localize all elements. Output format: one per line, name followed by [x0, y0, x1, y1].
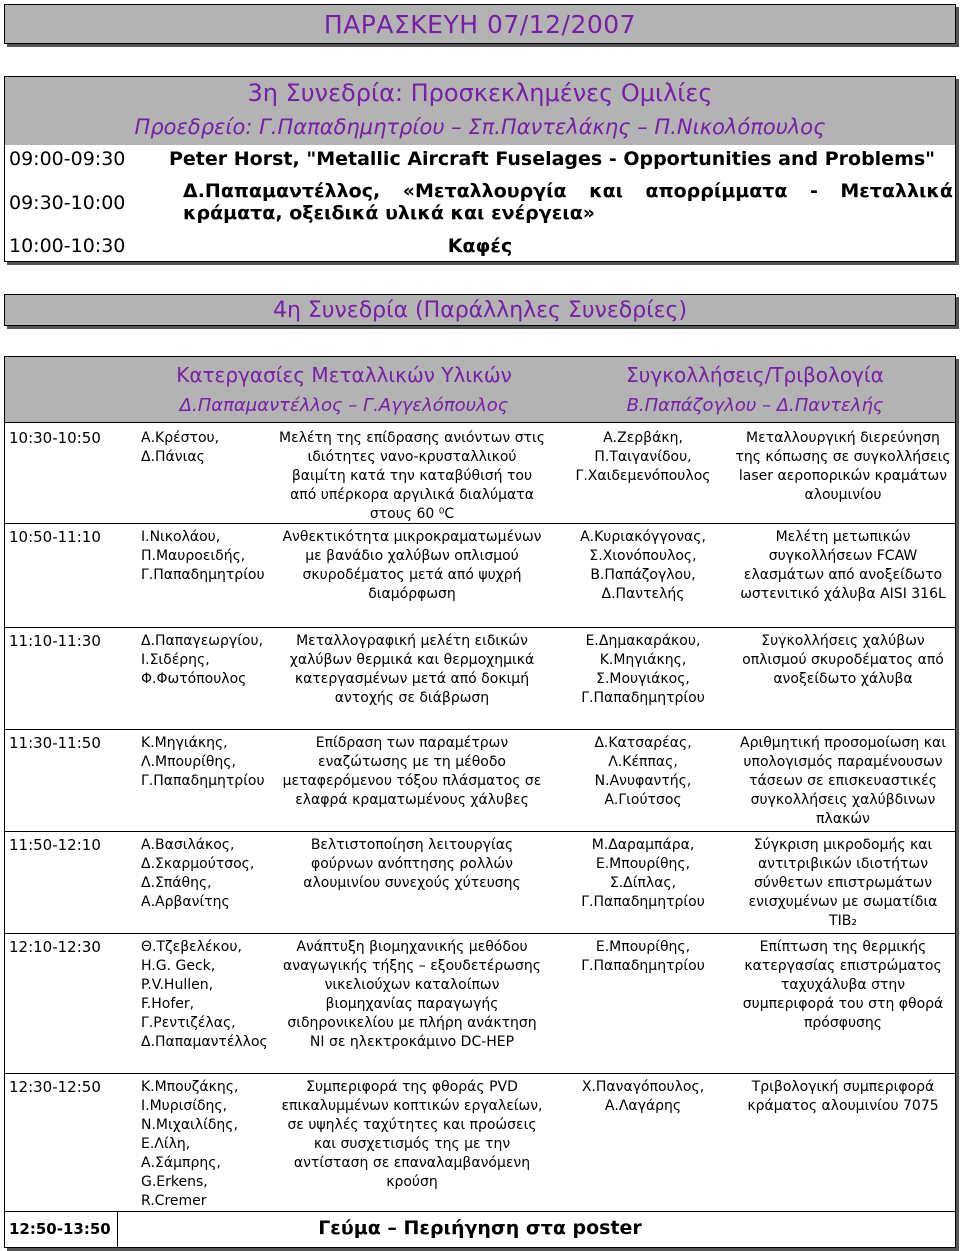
authors-b: Δ.Κατσαρέας, Λ.Κέππας, Ν.Ανυφαντής, Α.Γιούτσος — [594, 735, 692, 808]
paper-title-b: Αριθμητική προσομοίωση και υπολογισμός παραμένουσων τάσεων σε επισκευαστικές συγκολλήσεις χαλύβδινων πλακών — [740, 735, 946, 827]
authors-b: Α.Ζερβάκη, Π.Ταιγανίδου, Γ.Χαιδεμενόπουλος — [575, 430, 711, 484]
session3-header — [5, 77, 955, 145]
paper-title-a: Ανάπτυξη βιομηχανικής μεθόδου αναγωγικής τήξης – εξουδετέρωσης νικελιούχων καταλοίπων βιομηχανίας παραγωγής σιδηρονικελίου με πλήρη ανάκτηση NI σε ηλεκτροκάμινο DC-HEP — [283, 939, 541, 1050]
session3-title: 3η Συνεδρία: Προσκεκλημένες Ομιλίες — [247, 79, 713, 107]
authors-b: Χ.Παναγόπουλος, Α.Λαγάρης — [581, 1079, 705, 1114]
session4-title-bar — [4, 294, 956, 326]
authors-a: Κ.Μηγιάκης, Λ.Μπουρίθης, Γ.Παπαδημητρίου — [141, 735, 265, 789]
table-row — [5, 627, 955, 729]
paper-title-b: Συγκολλήσεις χαλύβων οπλισμού σκυροδέματος από ανοξείδωτο χάλυβα — [742, 633, 944, 687]
time-slot: 11:30-11:50 — [9, 734, 101, 752]
authors-a: Α.Κρέστου, Δ.Πάνιας — [141, 430, 220, 465]
paper-title-b: Σύγκριση μικροδομής και αντιτριβικών ιδιοτήτων σύνθετων επιστρωμάτων ενισχυμένων με σωματίδια TIB₂ — [748, 837, 938, 929]
authors-a: Ι.Νικολάου, Π.Μαυροειδής, Γ.Παπαδημητρίου — [141, 529, 265, 583]
talk-title: Δ.Παπαμαντέλλος, «Μεταλλουργία και απορρίμματα - Μεταλλικά κράματα, οξειδικά υλικά και ενέργεια» — [183, 180, 953, 224]
table-row — [5, 425, 955, 523]
table-header — [5, 357, 955, 423]
table-row — [5, 523, 955, 627]
talk-title: Peter Horst, "Metallic Aircraft Fuselages - Opportunities and Problems" — [169, 148, 936, 170]
authors-a: Θ.Τζεβελέκου, H.G. Geck, P.V.Hullen, F.Hofer, Γ.Ρεντιζέλας, Δ.Παπαμαντέλλος — [141, 939, 268, 1050]
time-slot: 12:30-12:50 — [9, 1078, 101, 1096]
paper-title-a: Βελτιστοποίηση λειτουργίας φούρνων ανόπτησης ρολλών αλουμινίου συνεχούς χύτευσης — [303, 837, 521, 891]
time-slot: 11:50-12:10 — [9, 836, 101, 854]
time-slot: 09:30-10:00 — [9, 192, 126, 214]
session4-title: 4η Συνεδρία (Παράλληλες Συνεδρίες) — [272, 297, 688, 323]
table-row — [5, 831, 955, 933]
track-b-chairs: Β.Παπάζογλου – Δ.Παντελής — [626, 395, 884, 416]
lunch-row — [5, 1211, 955, 1247]
table-row — [5, 1073, 955, 1211]
track-b-header — [585, 363, 925, 416]
track-a-header — [139, 363, 549, 416]
authors-a: Α.Βασιλάκος, Δ.Σκαρμούτσος, Δ.Σπάθης, Α.Αρβανίτης — [141, 837, 255, 910]
paper-title-b: Τριβολογική συμπεριφορά κράματος αλουμινίου 7075 — [747, 1079, 939, 1114]
session3-box — [4, 76, 956, 262]
parallel-sessions-table — [4, 356, 956, 1248]
track-b-title: Συγκολλήσεις/Τριβολογία — [626, 363, 884, 387]
authors-a: Κ.Μπουζάκης, Ι.Μυρισίδης, Ν.Μιχαιλίδης, Ε.Λίλη, Α.Σάμπρης, G.Erkens, R.Cremer — [141, 1079, 239, 1209]
day-title: ΠΑΡΑΣΚΕΥΗ 07/12/2007 — [323, 9, 637, 39]
paper-title-a: Ανθεκτικότητα μικροκραματωμένων με βανάδιο χαλύβων οπλισμού σκυροδέματος μετά από ψυχρή διαμόρφωση — [282, 529, 542, 602]
authors-b: Μ.Δαραμπάρα, Ε.Μπουρίθης, Σ.Δίπλας, Γ.Παπαδημητρίου — [581, 837, 705, 910]
session3-row — [5, 180, 955, 226]
time-slot: 10:30-10:50 — [9, 429, 101, 447]
authors-b: Ε.Δημακαράκου, Κ.Μηγιάκης, Σ.Μουγιάκος, Γ.Παπαδημητρίου — [581, 633, 705, 706]
time-slot: 12:10-12:30 — [9, 938, 101, 956]
day-title-bar — [4, 4, 956, 44]
authors-b: Α.Κυριακόγγονας, Σ.Χιονόπουλος, Β.Παπάζογλου, Δ.Παντελής — [580, 529, 706, 602]
time-slot: 10:00-10:30 — [9, 235, 126, 257]
track-a-title: Κατεργασίες Μεταλλικών Υλικών — [176, 363, 512, 387]
authors-b: Ε.Μπουρίθης, Γ.Παπαδημητρίου — [581, 939, 705, 974]
time-slot: 12:50-13:50 — [9, 1220, 111, 1238]
authors-a: Δ.Παπαγεωργίου, Ι.Σιδέρης, Φ.Φωτόπουλος — [141, 633, 264, 687]
time-slot: 11:10-11:30 — [9, 632, 101, 650]
table-row — [5, 933, 955, 1073]
table-row — [5, 729, 955, 831]
track-a-chairs: Δ.Παπαμαντέλλος – Γ.Αγγελόπουλος — [179, 395, 509, 416]
paper-title-b: Επίπτωση της θερμικής κατεργασίας επιστρώματος ταχυχάλυβα στην συμπεριφορά του στη φθορά πρόσφυσης — [742, 939, 944, 1031]
session3-chairs: Προεδρείο: Γ.Παπαδημητρίου – Σπ.Παντελάκης – Π.Νικολόπουλος — [134, 115, 826, 139]
break-label: Καφές — [447, 235, 513, 257]
paper-title-a: Μεταλλογραφική μελέτη ειδικών χαλύβων θερμικά και θερμοχημικά κατεργασμένων μετά από δοκιμή αντοχής σε διάβρωση — [289, 633, 535, 706]
time-slot: 09:00-09:30 — [9, 148, 126, 170]
paper-title-b: Μελέτη μετωπικών συγκολλήσεων FCAW ελασμάτων από ανοξείδωτο ωστενιτικό χάλυβα AISI 316L — [740, 529, 946, 602]
paper-title-b: Μεταλλουργική διερεύνηση της κόπωσης σε συγκολλήσεις laser αεροπορικών κραμάτων αλουμινίου — [735, 430, 951, 503]
paper-title-a: Μελέτη της επίδρασης ανιόντων στις ιδιότητες νανο-κρυσταλλικού βαιμίτη κατά την καταβύθισή του από υπέρκορα αργιλικά διαλύματα στους 60 ⁰C — [279, 430, 545, 522]
time-slot: 10:50-11:10 — [9, 528, 101, 546]
paper-title-a: Επίδραση των παραμέτρων εναζώτωσης με τη μέθοδο μεταφερόμενου τόξου πλάσματος σε ελαφρά κραματωμένους χάλυβες — [282, 735, 542, 808]
lunch-label: Γεύμα – Περιήγηση στα poster — [318, 1217, 642, 1239]
paper-title-a: Συμπεριφορά της φθοράς PVD επικαλυμμένων κοπτικών εργαλείων, σε υψηλές ταχύτητες και προώσεις και συσχετισμός της με την αντίσταση σε επαναλαμβανόμενη κρούση — [281, 1079, 543, 1190]
